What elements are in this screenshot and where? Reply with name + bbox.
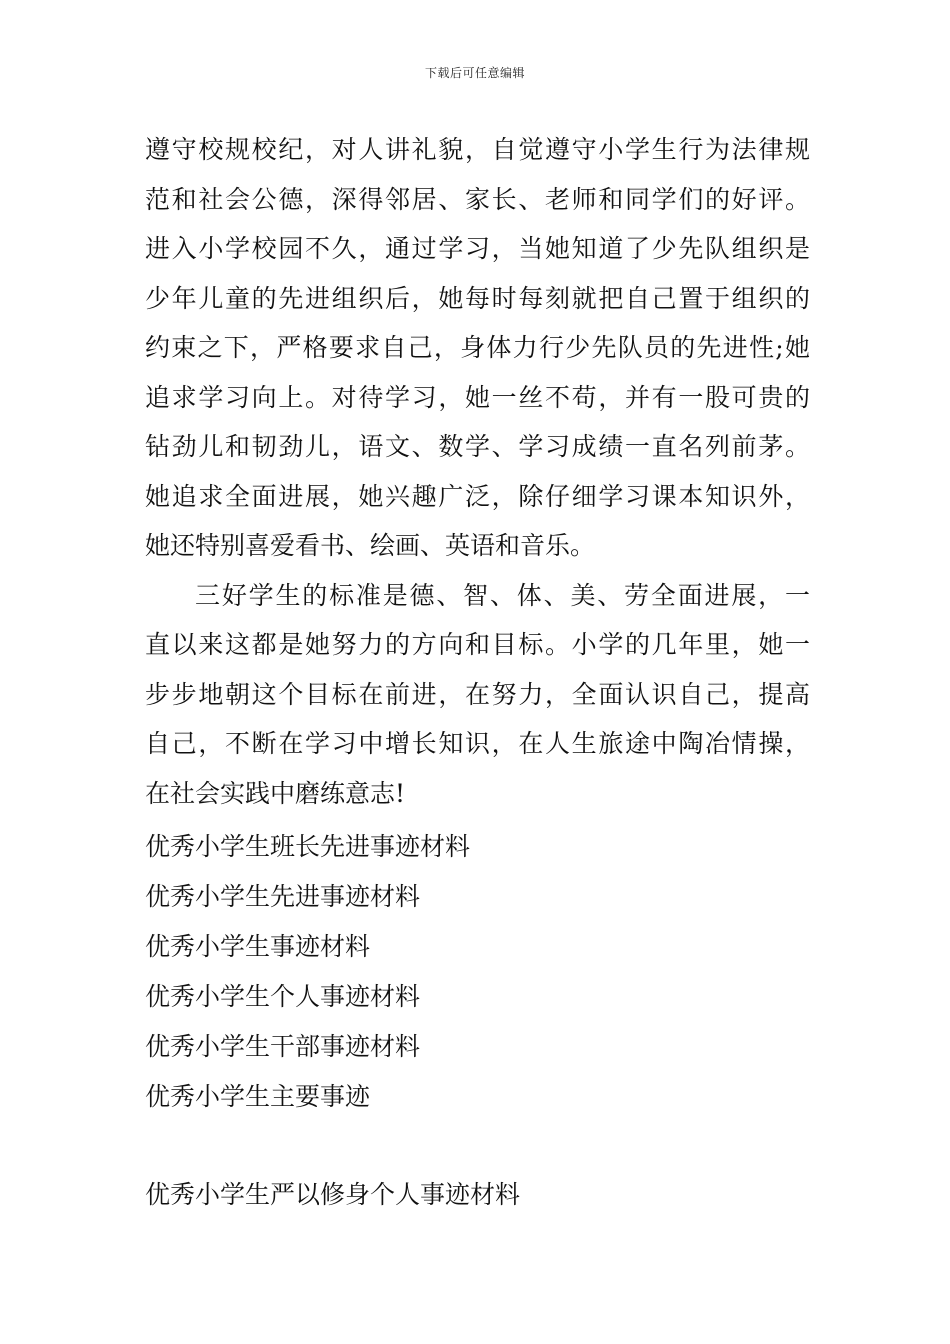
paragraph-line: 她追求全面进展，她兴趣广泛，除仔细学习课本知识外， [145, 481, 810, 511]
paragraph-line: 在社会实践中磨练意志! [145, 778, 406, 808]
paragraph-line: 直以来这都是她努力的方向和目标。小学的几年里，她一 [145, 630, 810, 659]
paragraph-line: 步步地朝这个目标在前进，在努力，全面认识自己，提高 [145, 679, 810, 709]
related-title: 优秀小学生班长先进事迹材料 [145, 832, 471, 861]
paragraph-line: 钻劲儿和韧劲儿，语文、数学、学习成绩一直名列前茅。 [145, 432, 810, 461]
paragraph-line: 追求学习向上。对待学习，她一丝不苟，并有一股可贵的 [145, 382, 810, 412]
related-title: 优秀小学生干部事迹材料 [145, 1032, 421, 1061]
paragraph-1 [145, 125, 810, 571]
paragraph-line: 范和社会公德，深得邻居、家长、老师和同学们的好评。 [145, 184, 810, 214]
related-title: 优秀小学生个人事迹材料 [145, 982, 421, 1011]
related-titles-list [145, 822, 810, 1122]
next-section-title: 优秀小学生严以修身个人事迹材料 [145, 1180, 521, 1209]
paragraph-line: 约束之下，严格要求自己，身体力行少先队员的先进性;她 [145, 333, 810, 362]
body-text [145, 125, 810, 818]
paragraph-line: 遵守校规校纪，对人讲礼貌，自觉遵守小学生行为法律规 [145, 135, 810, 164]
paragraph-line: 少年儿童的先进组织后，她每时每刻就把自己置于组织的 [145, 283, 810, 313]
related-title: 优秀小学生主要事迹 [145, 1082, 371, 1111]
page-header: 下载后可任意编辑 [424, 66, 525, 80]
related-title: 优秀小学生事迹材料 [145, 932, 371, 961]
paragraph-line: 三好学生的标准是德、智、体、美、劳全面进展，一 [195, 580, 810, 610]
paragraph-2 [145, 571, 810, 819]
paragraph-line: 进入小学校园不久，通过学习，当她知道了少先队组织是 [145, 234, 810, 263]
paragraph-line: 她还特别喜爱看书、绘画、英语和音乐。 [145, 531, 596, 560]
related-title: 优秀小学生先进事迹材料 [145, 882, 421, 911]
paragraph-line: 自己，不断在学习中增长知识，在人生旅途中陶冶情操， [145, 729, 810, 758]
